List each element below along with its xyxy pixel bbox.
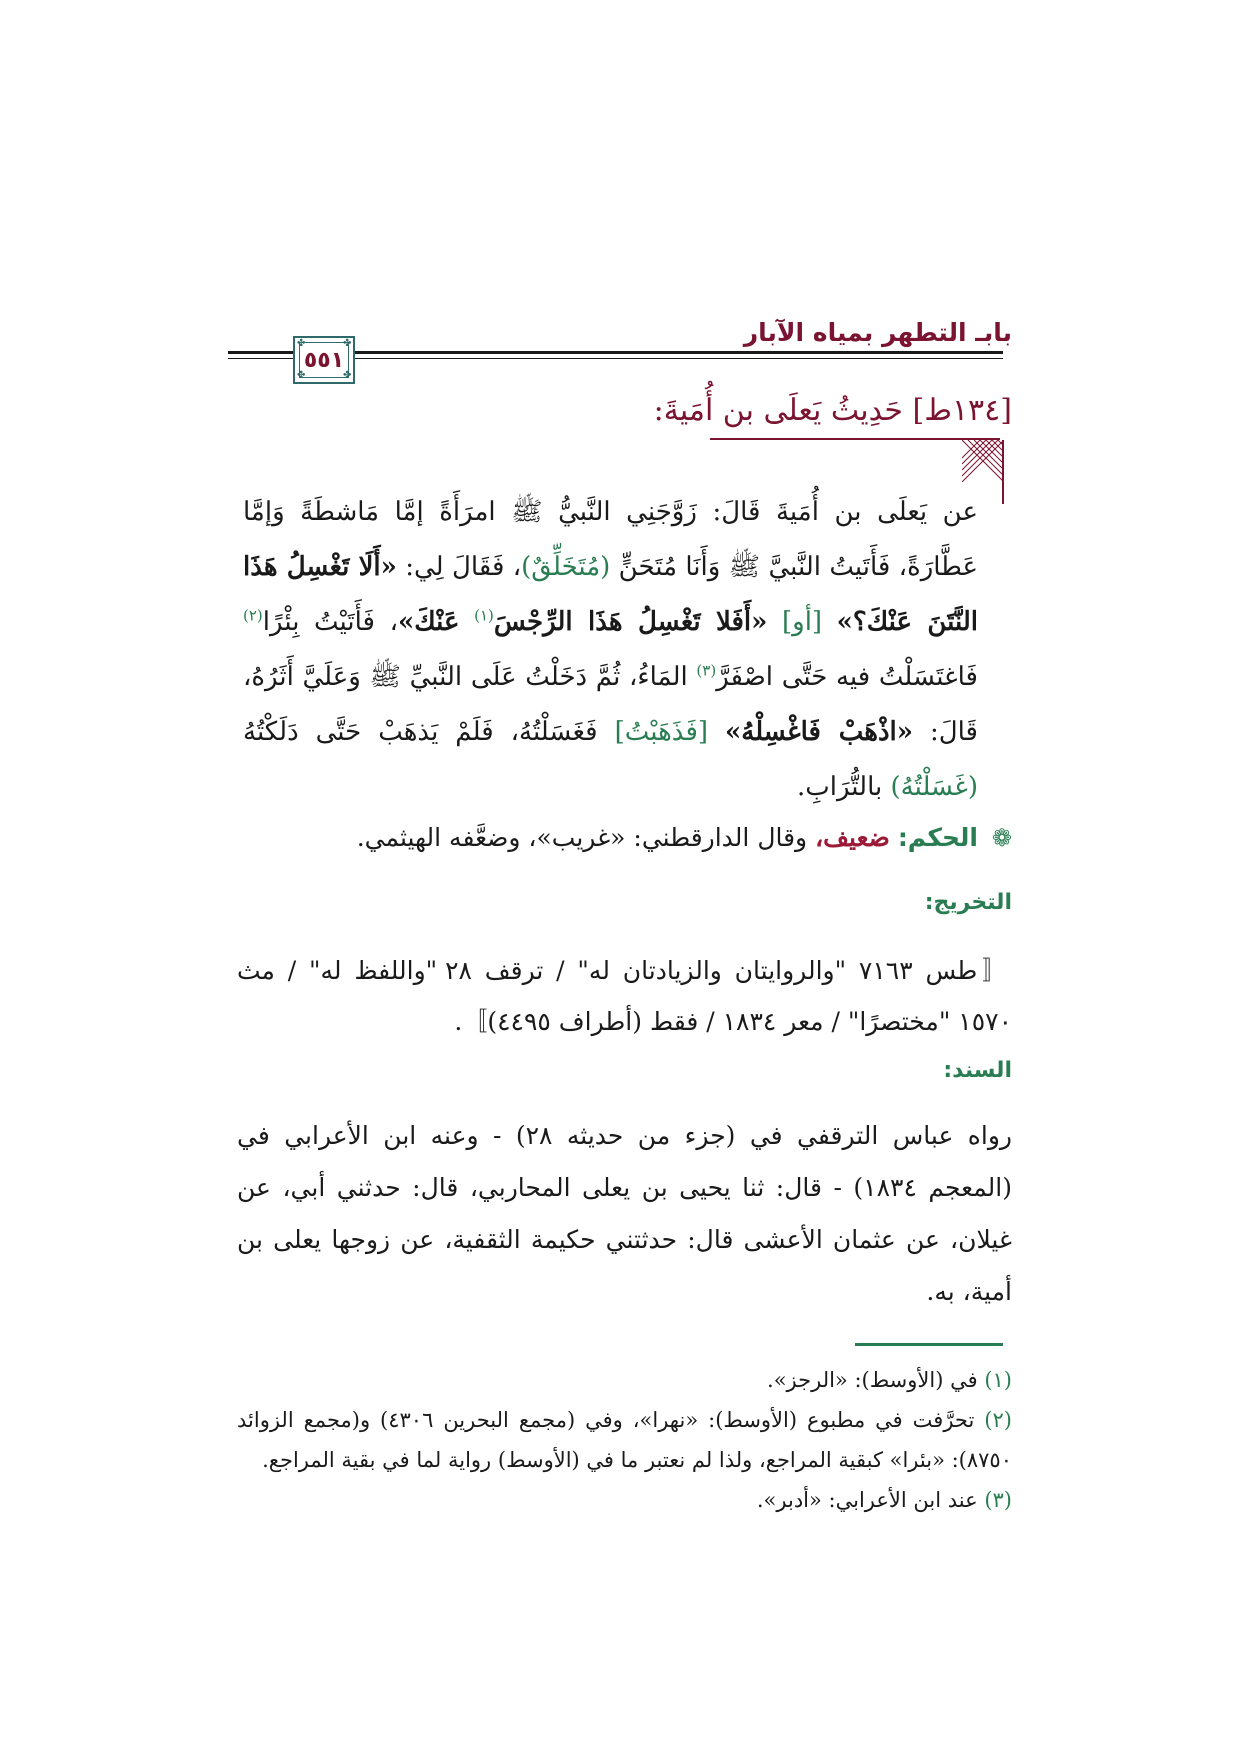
frame-corner-ornament-icon: ✤	[297, 338, 306, 349]
footnote	[237, 1400, 1012, 1480]
footnote-ref[interactable]: (٢)	[243, 606, 263, 625]
footnote-text: في (الأوسط): «الرجز».	[767, 1368, 978, 1392]
sanad-text: رواه عباس الترقفي في (جزء من حديثه ٢٨) - وعنه ابن الأعرابي في (المعجم ١٨٣٤) - قال: ثنا يحيى بن يعلى المحاربي، قال: حدثني أبي، عن غيلان، عن عثمان الأعشى قال: حدثتني حكيمة الثقفية، عن زوجها يعلى بن أمية، به.	[237, 1121, 1012, 1306]
page-number: ٥٥١	[303, 347, 345, 373]
footnote-ref[interactable]: (١)	[474, 606, 494, 625]
hadith-number: [١٣٤ط]	[912, 393, 1012, 428]
hadith-text-part: فَغَسَلْتُهُ، فَلَمْ يَذهَبْ حَتَّى دَلَكْتُهُ	[243, 717, 598, 747]
sanad-heading: السند:	[943, 1058, 1012, 1083]
takhrij-text: 〚طس ٧١٦٣ "والروايتان والزيادتان له" / ترقف ٢٨ "واللفظ له" / مث ١٥٧٠ "مختصرًا" / معر ١٨٣٤ / فقط (أطراف ٤٤٩٥)〛.	[237, 956, 1012, 1036]
ruling-line	[212, 823, 1012, 852]
ruling-label: الحكم:	[897, 823, 978, 852]
footnote	[237, 1480, 1012, 1520]
title-underline	[710, 438, 1000, 440]
hadith-text	[243, 485, 978, 815]
chapter-title: بابـ التطهر بمياه الآبار	[743, 318, 1012, 347]
hadith-text-part: المَاءُ، ثُمَّ دَخَلْتُ عَلَى النَّبيِّ ﷺ وَعَلَيَّ أَثَرُهُ، قَالَ:	[243, 662, 978, 747]
hadith-text-part: فَاغتَسَلْتُ فيه حَتَّى اصْفَرَّ	[716, 662, 978, 692]
footnote-separator	[855, 1343, 1003, 1346]
frame-corner-ornament-icon: ✤	[343, 370, 352, 381]
hadith-text-part: عن يَعلَى بن أُمَيةَ قَالَ: زَوَّجَنِي النَّبيُّ ﷺ امرَأَةً إمَّا مَاشطَةً وَإمَّا عَطَّارَةً، فَأَتَيتُ النَّبيَّ ﷺ وَأَنَا مُتَحَنٍّ	[243, 497, 979, 582]
hadith-text-part: بالتُّرَابِ.	[797, 772, 883, 802]
hadith-text-part: ، فَقَالَ لِي:	[405, 552, 522, 582]
hadith-title-text: حَدِيثُ يَعلَى بن أُمَيةَ:	[653, 393, 903, 428]
prophet-speech: «أَلَا تَغْسِلُ هَذَا النَّتَنَ عَنْكَ؟»	[243, 552, 979, 637]
footnote-number: (١)	[984, 1368, 1012, 1392]
header-rule-thick	[355, 351, 1003, 354]
page-number-frame	[293, 336, 355, 384]
footnotes	[237, 1360, 1012, 1520]
footnote	[237, 1360, 1012, 1400]
header-rule-left-thin	[228, 358, 293, 359]
footnote-number: (٢)	[984, 1408, 1012, 1432]
hadith-text-part: ، فَأَتَيْتُ بِئْرًا	[262, 607, 398, 637]
hadith-variant: [أو]	[782, 607, 823, 637]
footnote-text: تحرَّفت في مطبوع (الأوسط): «نهرا»، وفي (مجمع البحرين ٤٣٠٦) و(مجمع الزوائد ٨٧٥٠): «بئرا» كبقية المراجع، ولذا لم نعتبر ما في (الأوسط) رواية لما في بقية المراجع.	[237, 1408, 1012, 1472]
frame-corner-ornament-icon: ✤	[343, 338, 352, 349]
prophet-speech: «اذْهَبْ فَاغْسِلْهُ»	[725, 717, 913, 747]
prophet-speech: عَنْكَ»	[397, 607, 460, 637]
footnote-text: عند ابن الأعرابي: «أدبر».	[756, 1488, 978, 1512]
hadith-variant: (مُتَخَلِّقٌ)	[521, 552, 611, 582]
takhrij-heading: التخريج:	[924, 890, 1012, 915]
header-rule-thin	[355, 358, 1003, 359]
hadith-variant: [فَذَهَبْتُ]	[614, 717, 709, 747]
footnote-ref[interactable]: (٣)	[696, 661, 717, 680]
ruling-verdict: ضعيف،	[815, 823, 890, 852]
flower-ornament-icon: ❁	[991, 824, 1012, 852]
prophet-speech: «أَفَلا تَغْسِلُ هَذَا الرِّجْسَ	[493, 607, 768, 637]
header-rule-left-thick	[228, 351, 293, 354]
hadith-title	[654, 393, 1012, 428]
footnote-number: (٣)	[984, 1488, 1012, 1512]
hadith-variant: (غَسَلْتُهُ)	[890, 772, 978, 802]
frame-corner-ornament-icon: ✤	[297, 370, 306, 381]
ruling-text: وقال الدارقطني: «غريب»، وضعَّفه الهيثمي.	[356, 823, 808, 852]
